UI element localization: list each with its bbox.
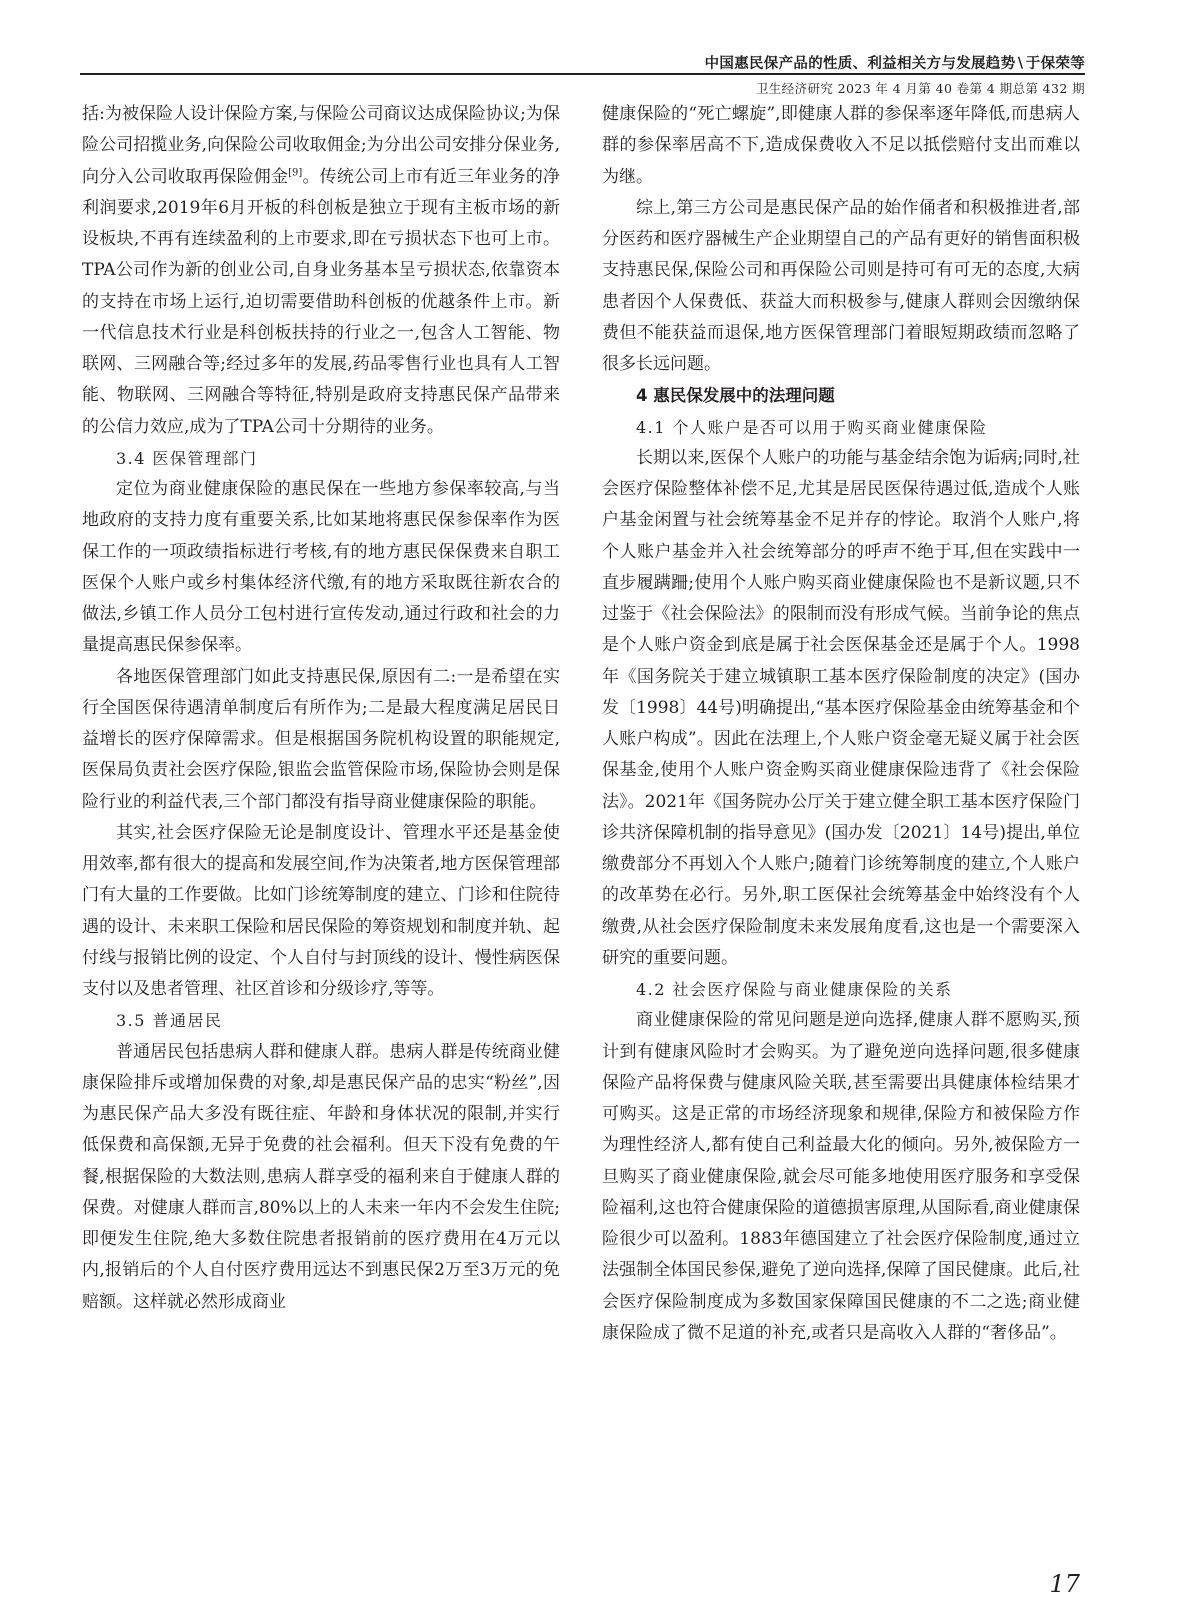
paragraph: 各地医保管理部门如此支持惠民保,原因有二:一是希望在实行全国医保待遇清单制度后有所作为;二是最大程度满足居民日益增长的医疗保障需求。但是根据国务院机构设置的职能规定,医保局负责社会医疗保险,银监会监管保险市场,保险协会则是保险行业的利益代表,三个部门都没有指导商业健康保险的职能。 (82, 666, 560, 812)
running-header-journal: 卫生经济研究 2023 年 4 月第 40 卷第 4 期总第 432 期 (755, 81, 1085, 96)
subsection-heading-4-2: 4.2 社会医疗保险与商业健康保险的关系 (636, 980, 953, 999)
subsection-heading-4-1: 4.1 个人账户是否可以用于购买商业健康保险 (636, 417, 988, 437)
paragraph: 综上,第三方公司是惠民保产品的始作俑者和积极推进者,部分医药和医疗器械生产企业期望自己的产品有更好的销售面积极支持惠民保,保险公司和再保险公司则是持可有可无的态度,大病患者因个人保费低、获益大而积极参与,健康人群则会因缴纳保费但不能获益而退保,地方医保管理部门着眼短期政绩而忽略了很多长远问题。 (602, 197, 1080, 374)
paragraph: 健康保险的“死亡螺旋”,即健康人群的参保率逐年降低,而患病人群的参保率居高不下,造成保费收入不足以抵偿赔付支出而难以为继。 (602, 104, 1080, 187)
paragraph: 商业健康保险的常见问题是逆向选择,健康人群不愿购买,预计到有健康风险时才会购买。为了避免逆向选择问题,很多健康保险产品将保费与健康风险关联,甚至需要出具健康体检结果才可购买。这是正常的市场经济现象和规律,保险方和被保险方作为理性经济人,都有使自己利益最大化的倾向。另外,被保险方一旦购买了商业健康保险,就会尽可能多地使用医疗服务和享受保险福利,这也符合健康保险的道德损害原理,从国际看,商业健康保险很少可以盈利。1883年德国建立了社会医疗保险制度,通过立法强制全体国民参保,避免了逆向选择,保障了国民健康。此后,社会医疗保险制度成为多数国家保障国民健康的不二之选;商业健康保险成了微不足道的补充,或者只是高收入人群的“奢侈品”。 (602, 1010, 1080, 1343)
paragraph: 普通居民包括患病人群和健康人群。患病人群是传统商业健康保险排斥或增加保费的对象,却是惠民保产品的忠实“粉丝”,因为惠民保产品大多没有既往症、年龄和身体状况的限制,并实行低保费和高保额,无异于免费的社会福利。但天下没有免费的午餐,根据保险的大数法则,患病人群享受的福利来自于健康人群的保费。对健康人群而言,80%以上的人未来一年内不会发生住院;即便发生住院,绝大多数住院患者报销前的医疗费用在4万元以内,报销后的个人自付医疗费用远达不到惠民保2万至3万元的免赔额。这样就必然形成商业 (82, 1041, 560, 1312)
paragraph-text: 。传统公司上市有近三年业务的净利润要求,2019年6月开板的科创板是独立于现有主板市场的新设板块,不再有连续盈利的上市要求,即在亏损状态下也可上市。TPA公司作为新的创业公司,自身业务基本呈亏损状态,依靠资本的支持在市场上运行,迫切需要借助科创板的优越条件上市。新一代信息技术行业是科创板扶持的行业之一,包含人工智能、物联网、三网融合等;经过多年的发展,药品零售行业也具有人工智能、物联网、三网融合等特征,特别是政府支持惠民保产品带来的公信力效应,成为了TPA公司十分期待的业务。 (82, 166, 561, 437)
running-header-title: 中国惠民保产品的性质、利益相关方与发展趋势∖于保荣等 (704, 56, 1085, 72)
section-heading-4: 4 惠民保发展中的法理问题 (636, 386, 835, 406)
paragraph: 长期以来,医保个人账户的功能与基金结余饱为诟病;同时,社会医疗保险整体补偿不足,尤其是居民医保待遇过低,造成个人账户基金闲置与社会统筹基金不足并存的悖论。取消个人账户,将个人账户基金并入社会统筹部分的呼声不绝于耳,但在实践中一直步履蹒跚;使用个人账户购买商业健康保险也不是新议题,只不过鉴于《社会保险法》的限制而没有形成气候。当前争论的焦点是个人账户资金到底是属于社会医保基金还是属于个人。1998年《国务院关于建立城镇职工基本医疗保险制度的决定》(国办发〔1998〕44号)明确提出,“基本医疗保险基金由统筹基金和个人账户构成”。因此在法理上,个人账户资金毫无疑义属于社会医保基金,使用个人账户资金购买商业健康保险违背了《社会保险法》。2021年《国务院办公厅关于建立健全职工基本医疗保险门诊共济保障机制的指导意见》(国办发〔2021〕14号)提出,单位缴费部分不再划入个人账户;随着门诊统筹制度的建立,个人账户的改革势在必行。另外,职工医保社会统筹基金中始终没有个人缴费,从社会医疗保险制度未来发展角度看,这也是一个需要深入研究的重要问题。 (602, 447, 1080, 968)
paragraph: 定位为商业健康保险的惠民保在一些地方参保率较高,与当地政府的支持力度有重要关系,比如某地将惠民保参保率作为医保工作的一项政绩指标进行考核,有的地方惠民保保费来自职工医保个人账户或乡村集体经济代缴,有的地方采取既往新农合的做法,乡镇工作人员分工包村进行宣传发动,通过行政和社会的力量提高惠民保参保率。 (82, 479, 560, 656)
left-column (82, 99, 560, 1318)
header-rule (80, 73, 1085, 75)
paragraph-text: 括:为被保险人设计保险方案,与保险公司商议达成保险协议;为保险公司招揽业务,向保险公司收取佣金;为分出公司安排分保业务,向分入公司收取再保险佣金 (82, 104, 560, 187)
citation-ref: [9] (288, 166, 303, 178)
subsection-heading-3-4: 3.4 医保管理部门 (116, 448, 258, 468)
paragraph (82, 99, 560, 443)
page-number: 17 (1049, 1570, 1080, 1598)
subsection-heading-3-5: 3.5 普通居民 (116, 1011, 223, 1031)
paragraph: 其实,社会医疗保险无论是制度设计、管理水平还是基金使用效率,都有很大的提高和发展空间,作为决策者,地方医保管理部门有大量的工作要做。比如门诊统筹制度的建立、门诊和住院待遇的设计、未来职工保险和居民保险的筹资规划和制度并轨、起付线与报销比例的设定、个人自付与封顶线的设计、慢性病医保支付以及患者管理、社区首诊和分级诊疗,等等。 (82, 822, 560, 999)
right-column (602, 99, 1080, 1349)
